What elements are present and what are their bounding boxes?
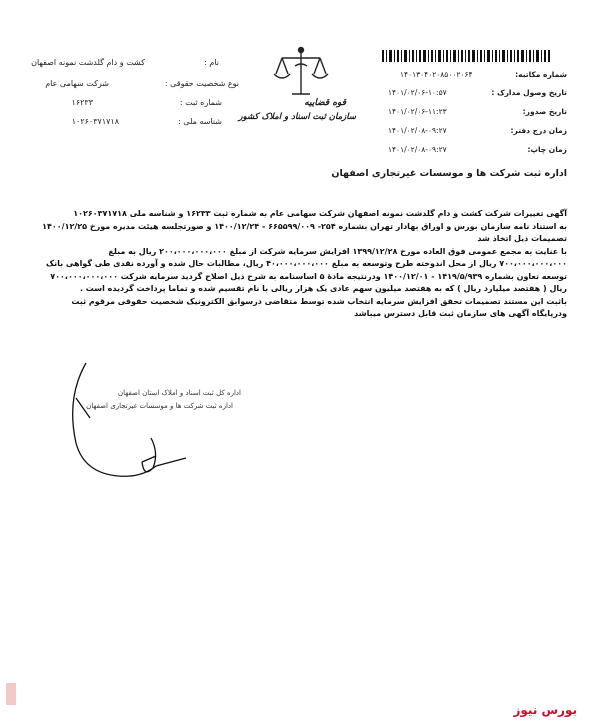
receive-date-value: ۱۴۰۱/۰۲/۰۶-۱۰:۵۷	[388, 88, 447, 97]
national-id-label: شناسه ملی :	[178, 117, 222, 126]
legal-type-label: نوع شخصیت حقوقی :	[164, 79, 239, 88]
barcode-icon	[382, 50, 550, 62]
national-id-value: ۱۰۲۶۰۳۷۱۷۱۸	[71, 117, 119, 126]
notice-intro: آگهی تغییرات شرکت کشت و دام گلدشت نمونه اصفهان شرکت سهامی عام به شماره ثبت ۱۶۲۳۳ و شناسه ملی ۱۰۲۶۰۳۷۱۷۱۸	[73, 209, 567, 218]
register-time-label: زمان درج دفتر:	[510, 126, 567, 135]
print-time-value: ۱۴۰۱/۰۲/۰۸-۰۹:۲۷	[388, 145, 447, 154]
letter-number-label: شماره مکاتبه:	[515, 70, 567, 79]
office-title: اداره ثبت شرکت ها و موسسات غیرتجاری اصفهان	[331, 168, 567, 179]
registration-number-label: شماره ثبت :	[179, 98, 222, 107]
registration-number-value: ۱۶۲۳۳	[71, 98, 93, 107]
judiciary-emblem	[238, 44, 356, 134]
notice-decisions-heading: تصمیمات ذیل اتخاذ شد	[477, 234, 567, 243]
page-edge-mark	[6, 683, 16, 705]
emblem-line-1: قوه قضاییه	[304, 98, 346, 108]
issue-date-value: ۱۴۰۱/۰۲/۰۶-۱۱:۲۳	[388, 107, 447, 116]
name-label: نام :	[204, 58, 219, 67]
notice-reference: به استناد نامه سازمان بورس و اوراق بهادار تهران بشماره ۲۵۴- ۶۶۵۵۹۹/۰۰۹ - ۱۴۰۰/۱۲/۲۴ و صورتجلسه هیئت مدیره مورخ ۱۴۰۰/۱۲/۲۵	[42, 221, 567, 231]
letter-number-value: ۱۴۰۱۳۰۴۰۲۰۸۵۰۰۲۰۶۴	[400, 70, 473, 79]
notice-registration-note: باثبت این مستند تصمیمات تحقق افزایش سرمایه انتخاب شده توسط متقاضی درسوابق الکترونیک شخصیت حقوقی مرقوم ثبت ودرپایگاه آگهی های سازمان ثبت قابل دسترس میباشد	[71, 296, 567, 318]
signature-icon	[56, 358, 196, 488]
news-brand-logo: بورس نیوز	[513, 703, 577, 717]
print-time-label: زمان چاپ:	[527, 145, 567, 154]
emblem-line-2: سازمان ثبت اسناد و املاک کشور	[238, 112, 356, 122]
register-time-value: ۱۴۰۱/۰۲/۰۸-۰۹:۲۷	[388, 126, 447, 135]
name-value: کشت و دام گلدشت نمونه اصفهان	[31, 58, 145, 67]
receive-date-label: تاریخ وصول مدارک :	[491, 88, 567, 97]
issue-date-label: تاریخ صدور:	[522, 107, 567, 116]
legal-type-value: شرکت سهامی عام	[45, 79, 109, 88]
notice-body	[40, 208, 567, 321]
notice-capital-increase: با عنایت به مجمع عمومی فوق العاده مورخ ۱۳۹۹/۱۲/۲۸ افزایش سرمایه شرکت از مبلغ ۲۰۰،۰۰۰،۰۰۰،۰۰۰ ریال به مبلغ ۷۰۰،۰۰۰،۰۰۰،۰۰۰ ریال از محل اندوخته طرح وتوسعه به مبلغ ۴۰،۰۰۰،۰۰۰،۰۰۰ ریال، مطالبات حال شده و آورده نقدی طی گواهی بانک توسعه تعاون بشماره ۱۴۱۹/۵/۹۳۹ - ۱۴۰۰/۱۲/۰۱ ودرنتیجه مادهٔ ۵ اساسنامه به شرح ذیل اصلاح گردید سرمایه شرکت ۷۰۰،۰۰۰،۰۰۰،۰۰۰ ریال ( هفتصد میلیارد ریال ) که به هفتصد میلیون سهم عادی یک هزار ریالی با نام تقسیم شده و تماما پرداخت گردیده است .	[45, 246, 567, 293]
stamp-line-1: اداره کل ثبت اسناد و املاک استان اصفهان	[117, 389, 241, 397]
stamp-line-2: اداره ثبت شرکت ها و موسسات غیرتجاری اصفهان	[86, 402, 233, 410]
